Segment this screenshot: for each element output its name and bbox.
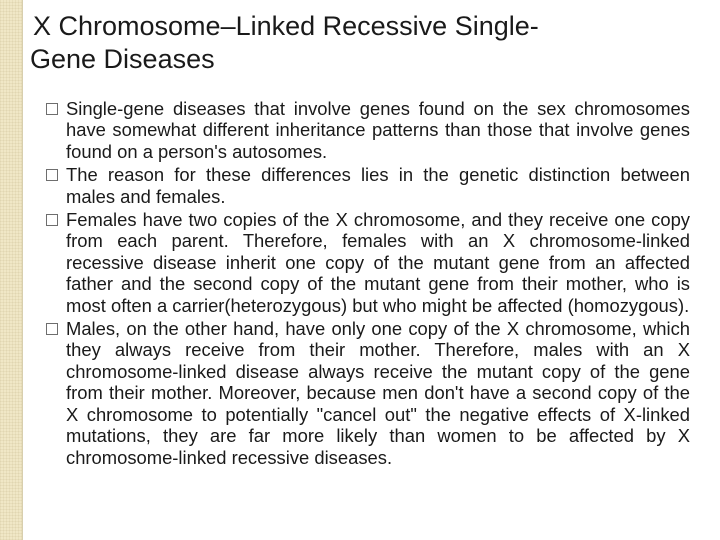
bullet-item: [46, 318, 690, 468]
bullet-text: Single-gene diseases that involve genes found on the sex chromosomes have somewhat different inheritance patterns than those that involve genes found on a person's autosomes.: [66, 98, 690, 162]
square-bullet-icon: [46, 323, 58, 335]
square-bullet-icon: [46, 214, 58, 226]
slide-title-line-2: Gene Diseases: [30, 44, 215, 74]
decorative-side-panel: [0, 0, 22, 540]
bullet-item: [46, 98, 690, 162]
bullet-list: [46, 98, 690, 470]
bullet-item: [46, 209, 690, 316]
bullet-item: [46, 164, 690, 207]
bullet-text: Males, on the other hand, have only one copy of the X chromosome, which they always receive from their mother. Therefore, males with an X chromosome-linked disease always receive the mutant copy of the gene from their mother. Moreover, because men don't have a second copy of the X chromosome to potentially "cancel out" the negative effects of X-linked mutations, they are far more likely than women to be affected by X chromosome-linked recessive diseases.: [66, 318, 690, 468]
square-bullet-icon: [46, 103, 58, 115]
bullet-text: Females have two copies of the X chromosome, and they receive one copy from each parent. Therefore, females with an X chromosome-linked recessive disease inherit one copy of the mutant gene from an affected father and the second copy of the mutant gene from their mother, who is most often a carrier(heterozygous) but who might be affected (homozygous).: [66, 209, 690, 316]
square-bullet-icon: [46, 169, 58, 181]
slide-title: [30, 10, 700, 76]
side-panel-border: [22, 0, 23, 540]
bullet-text: The reason for these differences lies in the genetic distinction between males and females.: [66, 164, 690, 207]
slide-title-line-1: X Chromosome–Linked Recessive Single-: [33, 11, 539, 41]
